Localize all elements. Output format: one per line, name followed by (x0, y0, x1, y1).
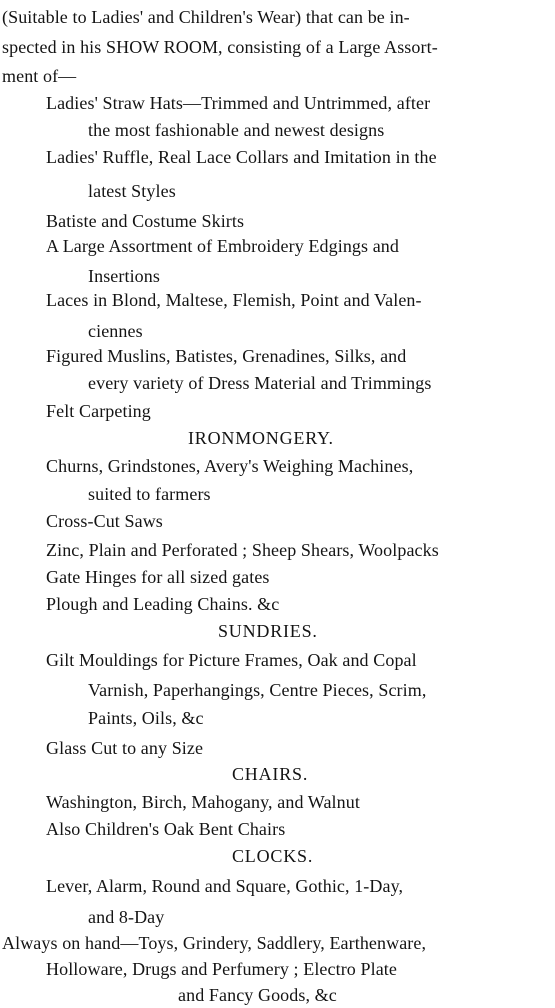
laces-line-1: Laces in Blond, Maltese, Flemish, Point and Valen- (46, 290, 422, 310)
muslins-line-2: every variety of Dress Material and Trimmings (88, 373, 432, 393)
closing-line-3: and Fancy Goods, &c (178, 985, 337, 1005)
embroidery-line-2: Insertions (88, 266, 160, 286)
chairs-heading: CHAIRS. (232, 764, 309, 784)
gilt-line-2: Varnish, Paperhangings, Centre Pieces, Scrim, (88, 680, 427, 700)
hinges-line: Gate Hinges for all sized gates (46, 567, 270, 587)
sundries-heading: SUNDRIES. (218, 621, 318, 641)
intro-line-3: ment of— (2, 66, 77, 86)
clocks-line-2: and 8-Day (88, 907, 165, 927)
clocks-line-1: Lever, Alarm, Round and Square, Gothic, 1-Day, (46, 876, 404, 896)
intro-line-1: (Suitable to Ladies' and Children's Wear) that can be in- (2, 7, 410, 27)
felt-carpeting-line: Felt Carpeting (46, 401, 151, 421)
intro-line-2: spected in his SHOW ROOM, consisting of a Large Assort- (2, 37, 438, 57)
ironmongery-heading: IRONMONGERY. (188, 428, 334, 448)
ruffle-line-2: latest Styles (88, 181, 176, 201)
saws-line: Cross-Cut Saws (46, 511, 163, 531)
churns-line-1: Churns, Grindstones, Avery's Weighing Machines, (46, 456, 414, 476)
embroidery-line-1: A Large Assortment of Embroidery Edgings and (46, 236, 400, 256)
clocks-heading: CLOCKS. (232, 846, 314, 866)
glass-line: Glass Cut to any Size (46, 738, 204, 758)
chairs-woods-line: Washington, Birch, Mahogany, and Walnut (46, 792, 360, 812)
zinc-line: Zinc, Plain and Perforated ; Sheep Shears, Woolpacks (46, 540, 439, 560)
chains-line: Plough and Leading Chains. &c (46, 594, 280, 614)
churns-line-2: suited to farmers (88, 484, 211, 504)
batiste-line: Batiste and Costume Skirts (46, 211, 245, 231)
muslins-line-1: Figured Muslins, Batistes, Grenadines, Silks, and (46, 346, 407, 366)
straw-hats-line-1: Ladies' Straw Hats—Trimmed and Untrimmed, after (46, 93, 431, 113)
gilt-line-1: Gilt Mouldings for Picture Frames, Oak and Copal (46, 650, 417, 670)
laces-line-2: ciennes (88, 321, 143, 341)
closing-line-1: Always on hand—Toys, Grindery, Saddlery, Earthenware, (2, 933, 427, 953)
ruffle-line-1: Ladies' Ruffle, Real Lace Collars and Imitation in the (46, 147, 437, 167)
chairs-bent-line: Also Children's Oak Bent Chairs (46, 819, 286, 839)
straw-hats-line-2: the most fashionable and newest designs (88, 120, 385, 140)
closing-line-2: Holloware, Drugs and Perfumery ; Electro Plate (46, 959, 397, 979)
gilt-line-3: Paints, Oils, &c (88, 708, 204, 728)
